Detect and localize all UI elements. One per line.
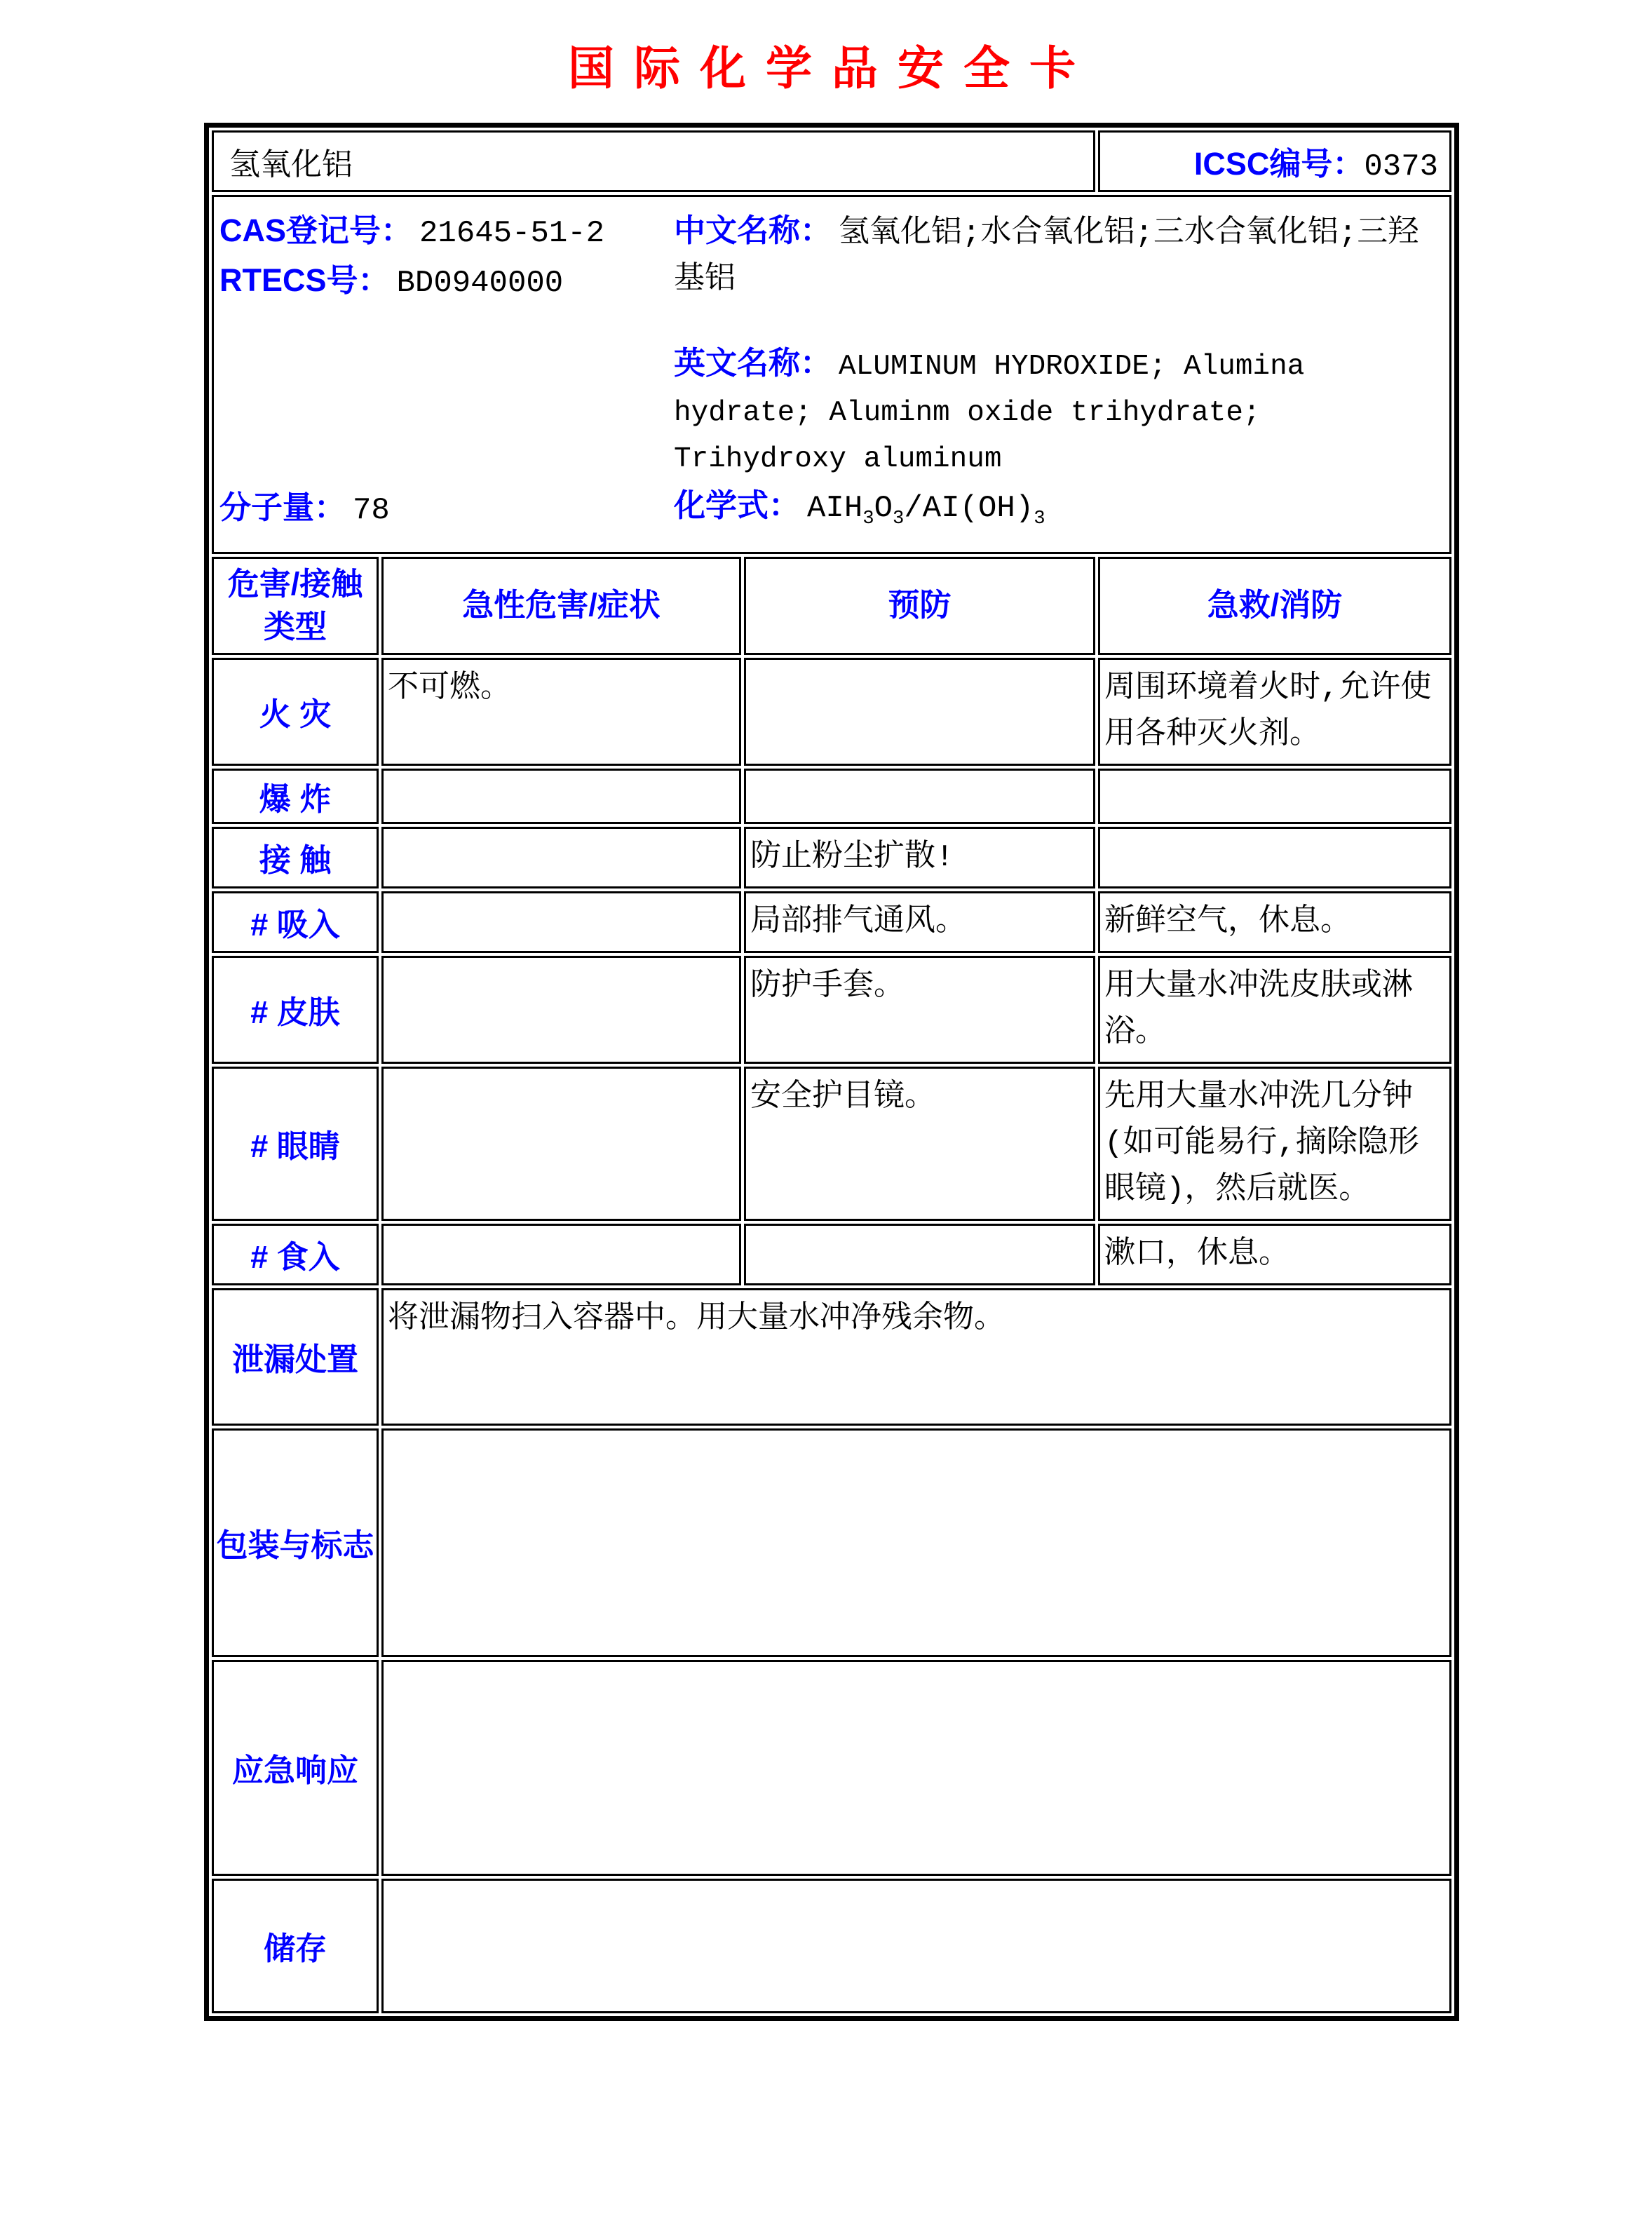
formula-label: 化学式： bbox=[674, 487, 801, 524]
hazard-header-row bbox=[212, 557, 1451, 655]
identity-row bbox=[212, 195, 1451, 554]
header-acute-hazards: 急性危害/症状 bbox=[381, 557, 741, 655]
contact-symptoms-cell bbox=[381, 827, 741, 888]
skin-type-label: # 皮肤 bbox=[212, 956, 379, 1064]
english-names: ALUMINUM HYDROXIDE; Alumina hydrate; Aluminm oxide trihydrate; Trihydroxy aluminum bbox=[674, 351, 1305, 475]
explosion-response-cell bbox=[1098, 769, 1451, 824]
skin-prevention-cell: 防护手套。 bbox=[744, 956, 1095, 1064]
fire-response-cell: 周围环境着火时,允许使用各种灭火剂。 bbox=[1098, 658, 1451, 766]
icsc-number-label: ICSC编号： bbox=[1193, 146, 1365, 182]
substance-name: 氢氧化铝 bbox=[229, 149, 353, 184]
page-title: 国际化学品安全卡 bbox=[568, 41, 1095, 95]
chinese-name-label: 中文名称： bbox=[674, 212, 832, 248]
inhalation-symptoms-cell bbox=[381, 891, 741, 953]
contact-type-label: 接 触 bbox=[212, 827, 379, 888]
rtecs-line bbox=[219, 257, 674, 306]
molecular-weight-line bbox=[219, 484, 674, 552]
section-row-spill-disposal bbox=[212, 1288, 1451, 1426]
fire-type-label: 火 灾 bbox=[212, 658, 379, 766]
substance-header-row bbox=[212, 130, 1451, 192]
storage-content bbox=[381, 1879, 1451, 2013]
eyes-type-label: # 眼睛 bbox=[212, 1067, 379, 1221]
skin-response-cell: 用大量水冲洗皮肤或淋浴。 bbox=[1098, 956, 1451, 1064]
icsc-number-value: 0373 bbox=[1364, 149, 1439, 184]
header-prevention: 预防 bbox=[744, 557, 1095, 655]
contact-response-cell bbox=[1098, 827, 1451, 888]
chinese-names: 氢氧化铝;水合氧化铝;三水合氧化铝;三羟基铝 bbox=[674, 216, 1419, 297]
skin-symptoms-cell bbox=[381, 956, 741, 1064]
identity-cell bbox=[212, 195, 1451, 554]
explosion-prevention-cell bbox=[744, 769, 1095, 824]
rtecs-label: RTECS号： bbox=[219, 262, 390, 298]
section-row-packaging bbox=[212, 1428, 1451, 1657]
chemical-formula: $AIH_3O_3/AI(OH)_3$ bbox=[807, 491, 1045, 530]
spill-disposal-content: 将泄漏物扫入容器中。用大量水冲净残余物。 bbox=[381, 1288, 1451, 1426]
ingestion-prevention-cell bbox=[744, 1224, 1095, 1285]
fire-prevention-cell bbox=[744, 658, 1095, 766]
hazard-row-explosion bbox=[212, 769, 1451, 824]
hazard-row-skin bbox=[212, 956, 1451, 1064]
molecular-weight-value: 78 bbox=[353, 493, 390, 528]
explosion-type-label: 爆 炸 bbox=[212, 769, 379, 824]
spill-disposal-label: 泄漏处置 bbox=[212, 1288, 379, 1426]
emergency-response-content bbox=[381, 1660, 1451, 1876]
packaging-label: 包装与标志 bbox=[212, 1428, 379, 1657]
cas-number: 21645-51-2 bbox=[419, 216, 605, 251]
icsc-table bbox=[204, 123, 1459, 2021]
eyes-symptoms-cell bbox=[381, 1067, 741, 1221]
rtecs-number: BD0940000 bbox=[396, 266, 564, 301]
ingestion-symptoms-cell bbox=[381, 1224, 741, 1285]
storage-label: 储存 bbox=[212, 1879, 379, 2013]
hazard-row-inhalation bbox=[212, 891, 1451, 953]
packaging-content bbox=[381, 1428, 1451, 1657]
contact-prevention-cell: 防止粉尘扩散! bbox=[744, 827, 1095, 888]
hazard-row-fire bbox=[212, 658, 1451, 766]
cas-line bbox=[219, 207, 674, 257]
inhalation-response-cell: 新鲜空气，休息。 bbox=[1098, 891, 1451, 953]
ingestion-type-label: # 食入 bbox=[212, 1224, 379, 1285]
explosion-symptoms-cell bbox=[381, 769, 741, 824]
eyes-prevention-cell: 安全护目镜。 bbox=[744, 1067, 1095, 1221]
cas-label: CAS登记号： bbox=[219, 212, 413, 248]
hazard-row-eyes bbox=[212, 1067, 1451, 1221]
section-row-storage bbox=[212, 1879, 1451, 2013]
hazard-row-contact bbox=[212, 827, 1451, 888]
header-hazard-type: 危害/接触类型 bbox=[212, 557, 379, 655]
icsc-number-cell bbox=[1098, 130, 1451, 192]
english-name-label: 英文名称： bbox=[674, 345, 832, 381]
identity-left-column bbox=[219, 207, 674, 552]
inhalation-prevention-cell: 局部排气通风。 bbox=[744, 891, 1095, 953]
fire-symptoms-cell: 不可燃。 bbox=[381, 658, 741, 766]
ingestion-response-cell: 漱口，休息。 bbox=[1098, 1224, 1451, 1285]
identity-right-column bbox=[674, 207, 1444, 552]
formula-line bbox=[674, 482, 1444, 552]
identity-grid bbox=[219, 207, 1444, 552]
molecular-weight-label: 分子量： bbox=[219, 489, 346, 525]
eyes-response-cell: 先用大量水冲洗几分钟(如可能易行,摘除隐形眼镜)，然后就医。 bbox=[1098, 1067, 1451, 1221]
substance-name-cell bbox=[212, 130, 1095, 192]
chinese-name-paragraph bbox=[674, 207, 1444, 303]
inhalation-type-label: # 吸入 bbox=[212, 891, 379, 953]
english-name-paragraph bbox=[674, 339, 1444, 482]
section-row-emergency-response bbox=[212, 1660, 1451, 1876]
header-first-aid: 急救/消防 bbox=[1098, 557, 1451, 655]
hazard-row-ingestion bbox=[212, 1224, 1451, 1285]
emergency-response-label: 应急响应 bbox=[212, 1660, 379, 1876]
